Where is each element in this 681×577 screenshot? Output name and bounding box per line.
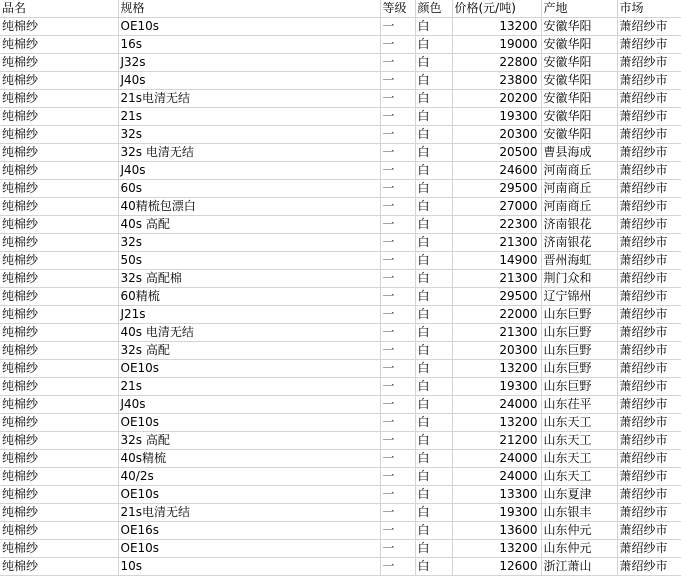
table-row bbox=[0, 396, 681, 414]
origin-cell: 山东茌平 bbox=[541, 396, 617, 414]
color-cell: 白 bbox=[415, 288, 452, 306]
price-cell: 19300 bbox=[452, 378, 541, 396]
origin-cell: 山东天工 bbox=[541, 468, 617, 486]
market-cell: 萧绍纱市 bbox=[617, 324, 681, 342]
grade-cell: 一 bbox=[380, 414, 415, 432]
grade-cell: 一 bbox=[380, 270, 415, 288]
price-cell: 22000 bbox=[452, 306, 541, 324]
table-row bbox=[0, 450, 681, 468]
color-cell: 白 bbox=[415, 90, 452, 108]
spec-cell: 60精梳 bbox=[118, 288, 380, 306]
product-name-cell: 纯棉纱 bbox=[0, 54, 118, 72]
grade-cell: 一 bbox=[380, 468, 415, 486]
table-row bbox=[0, 378, 681, 396]
table-row bbox=[0, 144, 681, 162]
origin-cell: 安徽华阳 bbox=[541, 108, 617, 126]
table-row bbox=[0, 234, 681, 252]
table-row bbox=[0, 360, 681, 378]
color-cell: 白 bbox=[415, 504, 452, 522]
origin-cell: 安徽华阳 bbox=[541, 90, 617, 108]
color-cell: 白 bbox=[415, 126, 452, 144]
product-name-cell: 纯棉纱 bbox=[0, 558, 118, 576]
price-cell: 29500 bbox=[452, 180, 541, 198]
table-row bbox=[0, 504, 681, 522]
spec-cell: 32s bbox=[118, 234, 380, 252]
grade-cell: 一 bbox=[380, 306, 415, 324]
spec-cell: 32s 高配 bbox=[118, 342, 380, 360]
origin-cell: 浙江萧山 bbox=[541, 558, 617, 576]
origin-cell: 济南银花 bbox=[541, 216, 617, 234]
price-cell: 24000 bbox=[452, 396, 541, 414]
spec-cell: 40s精梳 bbox=[118, 450, 380, 468]
color-cell: 白 bbox=[415, 396, 452, 414]
header-market: 市场 bbox=[617, 0, 681, 18]
table-row bbox=[0, 162, 681, 180]
product-name-cell: 纯棉纱 bbox=[0, 468, 118, 486]
color-cell: 白 bbox=[415, 306, 452, 324]
price-cell: 22800 bbox=[452, 54, 541, 72]
header-origin: 产地 bbox=[541, 0, 617, 18]
price-cell: 13200 bbox=[452, 360, 541, 378]
origin-cell: 河南商丘 bbox=[541, 198, 617, 216]
product-name-cell: 纯棉纱 bbox=[0, 72, 118, 90]
origin-cell: 安徽华阳 bbox=[541, 72, 617, 90]
price-cell: 13200 bbox=[452, 540, 541, 558]
grade-cell: 一 bbox=[380, 198, 415, 216]
table-row bbox=[0, 432, 681, 450]
product-name-cell: 纯棉纱 bbox=[0, 18, 118, 36]
table-row bbox=[0, 180, 681, 198]
spec-cell: 40s 电清无结 bbox=[118, 324, 380, 342]
table-row bbox=[0, 252, 681, 270]
product-name-cell: 纯棉纱 bbox=[0, 288, 118, 306]
spec-cell: OE16s bbox=[118, 522, 380, 540]
grade-cell: 一 bbox=[380, 360, 415, 378]
table-row bbox=[0, 414, 681, 432]
price-cell: 21200 bbox=[452, 432, 541, 450]
market-cell: 萧绍纱市 bbox=[617, 162, 681, 180]
color-cell: 白 bbox=[415, 378, 452, 396]
price-cell: 12600 bbox=[452, 558, 541, 576]
market-cell: 萧绍纱市 bbox=[617, 378, 681, 396]
color-cell: 白 bbox=[415, 414, 452, 432]
grade-cell: 一 bbox=[380, 54, 415, 72]
grade-cell: 一 bbox=[380, 252, 415, 270]
spec-cell: 50s bbox=[118, 252, 380, 270]
table-row bbox=[0, 270, 681, 288]
grade-cell: 一 bbox=[380, 324, 415, 342]
spec-cell: 21s电清无结 bbox=[118, 504, 380, 522]
spec-cell: 32s 高配棉 bbox=[118, 270, 380, 288]
market-cell: 萧绍纱市 bbox=[617, 108, 681, 126]
market-cell: 萧绍纱市 bbox=[617, 54, 681, 72]
market-cell: 萧绍纱市 bbox=[617, 504, 681, 522]
table-row bbox=[0, 126, 681, 144]
color-cell: 白 bbox=[415, 198, 452, 216]
grade-cell: 一 bbox=[380, 162, 415, 180]
product-name-cell: 纯棉纱 bbox=[0, 198, 118, 216]
market-cell: 萧绍纱市 bbox=[617, 144, 681, 162]
table-row bbox=[0, 72, 681, 90]
spec-cell: 40s 高配 bbox=[118, 216, 380, 234]
color-cell: 白 bbox=[415, 72, 452, 90]
grade-cell: 一 bbox=[380, 522, 415, 540]
spec-cell: 60s bbox=[118, 180, 380, 198]
spec-cell: 10s bbox=[118, 558, 380, 576]
grade-cell: 一 bbox=[380, 486, 415, 504]
market-cell: 萧绍纱市 bbox=[617, 216, 681, 234]
header-grade: 等级 bbox=[380, 0, 415, 18]
spec-cell: 16s bbox=[118, 36, 380, 54]
product-name-cell: 纯棉纱 bbox=[0, 324, 118, 342]
price-cell: 13200 bbox=[452, 414, 541, 432]
product-name-cell: 纯棉纱 bbox=[0, 306, 118, 324]
product-name-cell: 纯棉纱 bbox=[0, 162, 118, 180]
table-row bbox=[0, 486, 681, 504]
table-row bbox=[0, 198, 681, 216]
grade-cell: 一 bbox=[380, 540, 415, 558]
table-row bbox=[0, 90, 681, 108]
product-name-cell: 纯棉纱 bbox=[0, 396, 118, 414]
spec-cell: OE10s bbox=[118, 486, 380, 504]
grade-cell: 一 bbox=[380, 216, 415, 234]
color-cell: 白 bbox=[415, 486, 452, 504]
table-row bbox=[0, 54, 681, 72]
header-price: 价格(元/吨) bbox=[452, 0, 541, 18]
price-cell: 21300 bbox=[452, 234, 541, 252]
color-cell: 白 bbox=[415, 234, 452, 252]
origin-cell: 山东巨野 bbox=[541, 378, 617, 396]
price-cell: 20300 bbox=[452, 126, 541, 144]
origin-cell: 山东巨野 bbox=[541, 342, 617, 360]
price-cell: 14900 bbox=[452, 252, 541, 270]
price-cell: 20200 bbox=[452, 90, 541, 108]
market-cell: 萧绍纱市 bbox=[617, 126, 681, 144]
price-cell: 22300 bbox=[452, 216, 541, 234]
spec-cell: 32s bbox=[118, 126, 380, 144]
spec-cell: 32s 电清无结 bbox=[118, 144, 380, 162]
spec-cell: 21s电清无结 bbox=[118, 90, 380, 108]
color-cell: 白 bbox=[415, 180, 452, 198]
origin-cell: 山东夏津 bbox=[541, 486, 617, 504]
origin-cell: 安徽华阳 bbox=[541, 126, 617, 144]
grade-cell: 一 bbox=[380, 144, 415, 162]
origin-cell: 河南商丘 bbox=[541, 162, 617, 180]
origin-cell: 山东巨野 bbox=[541, 324, 617, 342]
product-name-cell: 纯棉纱 bbox=[0, 360, 118, 378]
market-cell: 萧绍纱市 bbox=[617, 270, 681, 288]
product-name-cell: 纯棉纱 bbox=[0, 378, 118, 396]
grade-cell: 一 bbox=[380, 396, 415, 414]
price-cell: 19000 bbox=[452, 36, 541, 54]
market-cell: 萧绍纱市 bbox=[617, 198, 681, 216]
grade-cell: 一 bbox=[380, 432, 415, 450]
color-cell: 白 bbox=[415, 450, 452, 468]
spec-cell: OE10s bbox=[118, 360, 380, 378]
spec-cell: OE10s bbox=[118, 414, 380, 432]
color-cell: 白 bbox=[415, 342, 452, 360]
grade-cell: 一 bbox=[380, 180, 415, 198]
color-cell: 白 bbox=[415, 558, 452, 576]
spec-cell: J21s bbox=[118, 306, 380, 324]
market-cell: 萧绍纱市 bbox=[617, 486, 681, 504]
product-name-cell: 纯棉纱 bbox=[0, 432, 118, 450]
product-name-cell: 纯棉纱 bbox=[0, 180, 118, 198]
table-body bbox=[0, 18, 681, 576]
market-cell: 萧绍纱市 bbox=[617, 288, 681, 306]
table-row bbox=[0, 288, 681, 306]
table-row bbox=[0, 36, 681, 54]
header-color: 颜色 bbox=[415, 0, 452, 18]
color-cell: 白 bbox=[415, 270, 452, 288]
product-name-cell: 纯棉纱 bbox=[0, 234, 118, 252]
origin-cell: 济南银花 bbox=[541, 234, 617, 252]
spec-cell: OE10s bbox=[118, 18, 380, 36]
table-row bbox=[0, 108, 681, 126]
grade-cell: 一 bbox=[380, 378, 415, 396]
spec-cell: 21s bbox=[118, 378, 380, 396]
color-cell: 白 bbox=[415, 162, 452, 180]
product-name-cell: 纯棉纱 bbox=[0, 504, 118, 522]
product-name-cell: 纯棉纱 bbox=[0, 414, 118, 432]
table-row bbox=[0, 540, 681, 558]
spec-cell: 21s bbox=[118, 108, 380, 126]
origin-cell: 曹县海成 bbox=[541, 144, 617, 162]
grade-cell: 一 bbox=[380, 450, 415, 468]
color-cell: 白 bbox=[415, 18, 452, 36]
product-name-cell: 纯棉纱 bbox=[0, 126, 118, 144]
product-name-cell: 纯棉纱 bbox=[0, 90, 118, 108]
origin-cell: 安徽华阳 bbox=[541, 18, 617, 36]
origin-cell: 山东银丰 bbox=[541, 504, 617, 522]
color-cell: 白 bbox=[415, 36, 452, 54]
market-cell: 萧绍纱市 bbox=[617, 342, 681, 360]
market-cell: 萧绍纱市 bbox=[617, 252, 681, 270]
color-cell: 白 bbox=[415, 54, 452, 72]
grade-cell: 一 bbox=[380, 126, 415, 144]
color-cell: 白 bbox=[415, 522, 452, 540]
price-cell: 13600 bbox=[452, 522, 541, 540]
origin-cell: 山东巨野 bbox=[541, 360, 617, 378]
origin-cell: 河南商丘 bbox=[541, 180, 617, 198]
market-cell: 萧绍纱市 bbox=[617, 540, 681, 558]
price-cell: 19300 bbox=[452, 108, 541, 126]
price-cell: 24600 bbox=[452, 162, 541, 180]
market-cell: 萧绍纱市 bbox=[617, 306, 681, 324]
grade-cell: 一 bbox=[380, 18, 415, 36]
product-name-cell: 纯棉纱 bbox=[0, 216, 118, 234]
price-cell: 21300 bbox=[452, 270, 541, 288]
price-cell: 20500 bbox=[452, 144, 541, 162]
price-cell: 23800 bbox=[452, 72, 541, 90]
market-cell: 萧绍纱市 bbox=[617, 468, 681, 486]
header-spec: 规格 bbox=[118, 0, 380, 18]
origin-cell: 安徽华阳 bbox=[541, 36, 617, 54]
spec-cell: J40s bbox=[118, 162, 380, 180]
product-name-cell: 纯棉纱 bbox=[0, 252, 118, 270]
color-cell: 白 bbox=[415, 108, 452, 126]
table-row bbox=[0, 522, 681, 540]
market-cell: 萧绍纱市 bbox=[617, 180, 681, 198]
color-cell: 白 bbox=[415, 468, 452, 486]
origin-cell: 山东天工 bbox=[541, 450, 617, 468]
grade-cell: 一 bbox=[380, 288, 415, 306]
market-cell: 萧绍纱市 bbox=[617, 18, 681, 36]
market-cell: 萧绍纱市 bbox=[617, 396, 681, 414]
product-name-cell: 纯棉纱 bbox=[0, 36, 118, 54]
table-row bbox=[0, 324, 681, 342]
product-name-cell: 纯棉纱 bbox=[0, 540, 118, 558]
market-cell: 萧绍纱市 bbox=[617, 72, 681, 90]
price-cell: 29500 bbox=[452, 288, 541, 306]
origin-cell: 辽宁锦州 bbox=[541, 288, 617, 306]
origin-cell: 山东天工 bbox=[541, 432, 617, 450]
price-cell: 13300 bbox=[452, 486, 541, 504]
market-cell: 萧绍纱市 bbox=[617, 450, 681, 468]
spec-cell: 32s 高配 bbox=[118, 432, 380, 450]
spec-cell: 40精梳包漂白 bbox=[118, 198, 380, 216]
grade-cell: 一 bbox=[380, 342, 415, 360]
grade-cell: 一 bbox=[380, 108, 415, 126]
table-row bbox=[0, 18, 681, 36]
grade-cell: 一 bbox=[380, 72, 415, 90]
origin-cell: 山东仲元 bbox=[541, 522, 617, 540]
grade-cell: 一 bbox=[380, 90, 415, 108]
product-name-cell: 纯棉纱 bbox=[0, 522, 118, 540]
price-cell: 24000 bbox=[452, 468, 541, 486]
price-cell: 21300 bbox=[452, 324, 541, 342]
grade-cell: 一 bbox=[380, 558, 415, 576]
origin-cell: 荆门众和 bbox=[541, 270, 617, 288]
table-row bbox=[0, 468, 681, 486]
origin-cell: 安徽华阳 bbox=[541, 54, 617, 72]
color-cell: 白 bbox=[415, 324, 452, 342]
product-name-cell: 纯棉纱 bbox=[0, 450, 118, 468]
spec-cell: OE10s bbox=[118, 540, 380, 558]
origin-cell: 晋州海虹 bbox=[541, 252, 617, 270]
spec-cell: 40/2s bbox=[118, 468, 380, 486]
table-row bbox=[0, 216, 681, 234]
table-row bbox=[0, 342, 681, 360]
table-row bbox=[0, 306, 681, 324]
header-row bbox=[0, 0, 681, 18]
market-cell: 萧绍纱市 bbox=[617, 36, 681, 54]
origin-cell: 山东巨野 bbox=[541, 306, 617, 324]
color-cell: 白 bbox=[415, 144, 452, 162]
color-cell: 白 bbox=[415, 432, 452, 450]
price-cell: 20300 bbox=[452, 342, 541, 360]
spec-cell: J40s bbox=[118, 396, 380, 414]
grade-cell: 一 bbox=[380, 36, 415, 54]
price-cell: 24000 bbox=[452, 450, 541, 468]
product-name-cell: 纯棉纱 bbox=[0, 342, 118, 360]
origin-cell: 山东仲元 bbox=[541, 540, 617, 558]
price-cell: 13200 bbox=[452, 18, 541, 36]
grade-cell: 一 bbox=[380, 234, 415, 252]
color-cell: 白 bbox=[415, 540, 452, 558]
color-cell: 白 bbox=[415, 360, 452, 378]
grade-cell: 一 bbox=[380, 504, 415, 522]
market-cell: 萧绍纱市 bbox=[617, 558, 681, 576]
market-cell: 萧绍纱市 bbox=[617, 432, 681, 450]
table-row bbox=[0, 558, 681, 576]
spec-cell: J40s bbox=[118, 72, 380, 90]
market-cell: 萧绍纱市 bbox=[617, 522, 681, 540]
market-cell: 萧绍纱市 bbox=[617, 360, 681, 378]
color-cell: 白 bbox=[415, 216, 452, 234]
price-cell: 27000 bbox=[452, 198, 541, 216]
header-product-name: 品名 bbox=[0, 0, 118, 18]
product-name-cell: 纯棉纱 bbox=[0, 486, 118, 504]
spec-cell: J32s bbox=[118, 54, 380, 72]
market-cell: 萧绍纱市 bbox=[617, 90, 681, 108]
market-cell: 萧绍纱市 bbox=[617, 234, 681, 252]
product-name-cell: 纯棉纱 bbox=[0, 144, 118, 162]
product-name-cell: 纯棉纱 bbox=[0, 270, 118, 288]
price-cell: 19300 bbox=[452, 504, 541, 522]
product-name-cell: 纯棉纱 bbox=[0, 108, 118, 126]
color-cell: 白 bbox=[415, 252, 452, 270]
origin-cell: 山东天工 bbox=[541, 414, 617, 432]
market-cell: 萧绍纱市 bbox=[617, 414, 681, 432]
